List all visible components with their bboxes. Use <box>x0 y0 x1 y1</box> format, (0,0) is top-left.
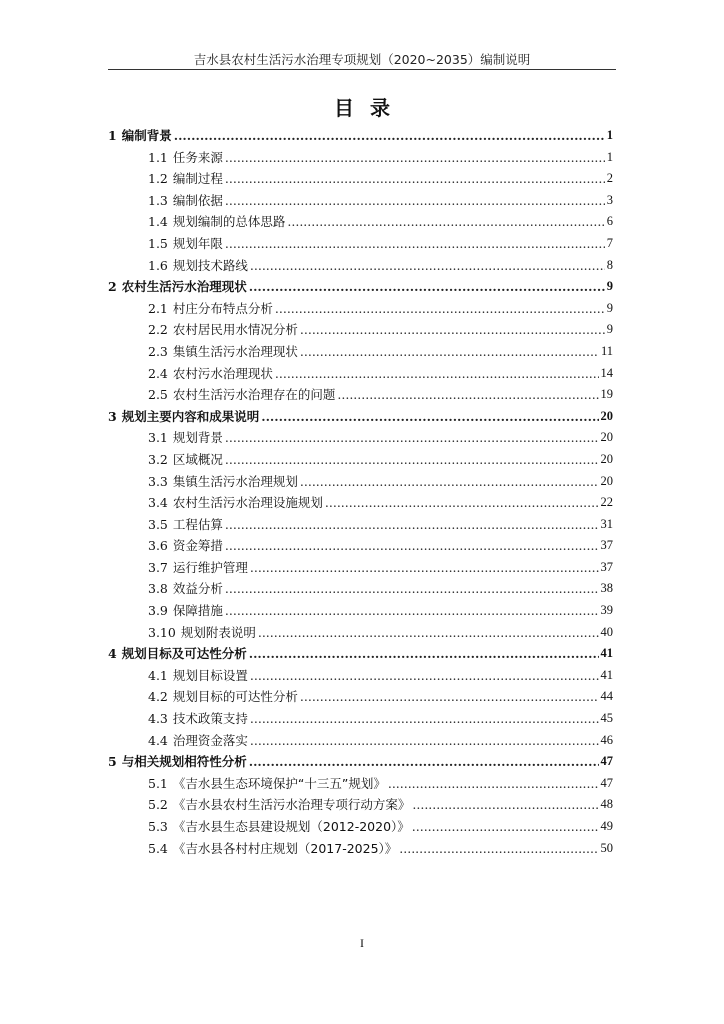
toc-entry-page: 41 <box>600 646 613 661</box>
toc-section-entry[interactable] <box>108 427 613 449</box>
toc-entry-page: 41 <box>600 667 613 682</box>
toc-dot-leader <box>249 643 599 665</box>
toc-entry-number: 5.2 <box>148 797 168 813</box>
toc-entry-number: 2.1 <box>148 300 168 316</box>
toc-entry-page: 1 <box>606 128 613 142</box>
toc-entry-label: 《吉水县各村村庄规划（2017-2025）》 <box>172 840 398 856</box>
toc-entry-page: 46 <box>600 732 613 747</box>
toc-entry-label: 运行维护管理 <box>172 559 248 575</box>
toc-entry-label: 编制背景 <box>121 128 172 143</box>
toc-entry-number: 5 <box>108 754 117 770</box>
toc-dot-leader <box>225 427 599 449</box>
toc-entry-label: 治理资金落实 <box>172 732 248 748</box>
toc-section-entry[interactable] <box>108 363 613 385</box>
toc-entry-label: 集镇生活污水治理规划 <box>172 473 298 489</box>
toc-section-entry[interactable] <box>108 708 613 730</box>
toc-dot-leader <box>412 816 599 838</box>
toc-section-entry[interactable] <box>108 773 613 795</box>
toc-section-entry[interactable] <box>108 514 613 536</box>
toc-dot-leader <box>300 341 599 363</box>
page-number: I <box>360 936 364 950</box>
toc-entry-number: 3.6 <box>148 538 168 554</box>
toc-entry-page: 50 <box>600 840 613 855</box>
table-of-contents <box>108 125 613 859</box>
toc-dot-leader <box>225 190 605 212</box>
toc-entry-page: 6 <box>606 214 613 229</box>
toc-dot-leader <box>250 730 599 752</box>
toc-entry-page: 37 <box>600 559 613 574</box>
toc-entry-number: 3.9 <box>148 603 168 619</box>
toc-entry-number: 4.4 <box>148 732 168 748</box>
toc-chapter-entry[interactable] <box>108 643 613 665</box>
toc-dot-leader <box>225 535 599 557</box>
toc-entry-page: 40 <box>600 624 613 639</box>
toc-entry-label: 规划编制的总体思路 <box>172 214 286 230</box>
toc-dot-leader <box>275 363 599 385</box>
toc-dot-leader <box>388 773 599 795</box>
toc-entry-number: 2.5 <box>148 387 168 403</box>
toc-section-entry[interactable] <box>108 449 613 471</box>
header-rule <box>108 69 616 70</box>
toc-entry-number: 3 <box>108 408 117 424</box>
toc-section-entry[interactable] <box>108 319 613 341</box>
toc-dot-leader <box>412 794 598 816</box>
toc-entry-number: 3.7 <box>148 559 168 575</box>
toc-entry-page: 19 <box>600 387 613 402</box>
toc-entry-page: 20 <box>600 430 613 445</box>
toc-dot-leader <box>225 449 599 471</box>
toc-entry-label: 与相关规划相符性分析 <box>121 754 247 770</box>
toc-entry-page: 22 <box>600 495 613 510</box>
toc-entry-page: 38 <box>600 581 613 596</box>
toc-dot-leader <box>249 276 605 298</box>
toc-section-entry[interactable] <box>108 233 613 255</box>
toc-entry-number: 2 <box>108 279 117 295</box>
toc-entry-number: 3.8 <box>148 581 168 597</box>
toc-dot-leader <box>261 406 598 428</box>
toc-entry-page: 2 <box>606 171 613 186</box>
toc-chapter-entry[interactable] <box>108 406 613 428</box>
toc-dot-leader <box>337 384 598 406</box>
toc-entry-number: 2.4 <box>148 365 168 381</box>
toc-entry-number: 2.2 <box>148 322 168 338</box>
toc-dot-leader <box>300 319 605 341</box>
toc-dot-leader <box>250 665 599 687</box>
toc-section-entry[interactable] <box>108 816 613 838</box>
toc-dot-leader <box>225 147 605 169</box>
toc-entry-page: 9 <box>606 279 613 294</box>
toc-entry-label: 农村居民用水情况分析 <box>172 322 298 338</box>
toc-entry-label: 集镇生活污水治理现状 <box>172 343 298 359</box>
toc-entry-number: 4.3 <box>148 711 168 727</box>
toc-dot-leader <box>174 125 605 147</box>
toc-entry-number: 1 <box>108 128 117 143</box>
page-title: 目录 <box>334 96 406 120</box>
toc-entry-number: 4.1 <box>148 667 168 683</box>
toc-entry-label: 村庄分布特点分析 <box>172 300 273 316</box>
toc-entry-label: 规划背景 <box>172 430 223 446</box>
toc-entry-page: 1 <box>606 149 613 164</box>
toc-dot-leader <box>250 255 605 277</box>
toc-dot-leader <box>300 471 599 493</box>
toc-entry-number: 5.1 <box>148 775 168 791</box>
toc-entry-page: 20 <box>600 451 613 466</box>
toc-entry-number: 3.5 <box>148 516 168 532</box>
toc-section-entry[interactable] <box>108 168 613 190</box>
toc-dot-leader <box>300 686 599 708</box>
toc-chapter-entry[interactable] <box>108 276 613 298</box>
toc-dot-leader <box>250 708 599 730</box>
toc-entry-number: 1.5 <box>148 235 168 251</box>
toc-entry-label: 任务来源 <box>172 149 223 165</box>
toc-entry-label: 《吉水县生态县建设规划（2012-2020）》 <box>172 819 410 834</box>
toc-entry-page: 8 <box>606 257 613 272</box>
toc-section-entry[interactable] <box>108 492 613 514</box>
toc-dot-leader <box>258 622 599 644</box>
toc-entry-page: 20 <box>600 473 613 488</box>
toc-entry-page: 3 <box>606 192 613 207</box>
toc-entry-page: 45 <box>600 711 613 726</box>
toc-entry-label: 农村污水治理现状 <box>172 365 273 381</box>
toc-entry-number: 3.2 <box>148 451 168 467</box>
toc-entry-label: 规划目标的可达性分析 <box>172 689 298 705</box>
toc-section-entry[interactable] <box>108 686 613 708</box>
toc-section-entry[interactable] <box>108 255 613 277</box>
toc-dot-leader <box>225 168 605 190</box>
toc-entry-number: 5.3 <box>148 819 168 834</box>
toc-section-entry[interactable] <box>108 147 613 169</box>
toc-entry-page: 9 <box>606 300 613 315</box>
toc-dot-leader <box>399 838 598 860</box>
toc-entry-page: 49 <box>600 819 613 833</box>
toc-dot-leader <box>287 211 604 233</box>
toc-entry-label: 农村生活污水治理存在的问题 <box>172 387 336 403</box>
toc-entry-label: 保障措施 <box>172 603 223 619</box>
toc-section-entry[interactable] <box>108 838 613 860</box>
toc-entry-number: 3.10 <box>148 624 176 640</box>
toc-section-entry[interactable] <box>108 190 613 212</box>
toc-dot-leader <box>325 492 599 514</box>
toc-entry-label: 《吉水县农村生活污水治理专项行动方案》 <box>172 797 411 813</box>
toc-entry-number: 3.4 <box>148 495 168 511</box>
toc-dot-leader <box>225 578 599 600</box>
toc-section-entry[interactable] <box>108 600 613 622</box>
toc-entry-number: 3.3 <box>148 473 168 489</box>
toc-entry-page: 47 <box>600 754 613 769</box>
running-header: 吉水县农村生活污水治理专项规划（2020~2035）编制说明 <box>193 52 531 67</box>
toc-entry-page: 44 <box>600 689 613 704</box>
toc-entry-page: 14 <box>600 365 613 380</box>
toc-dot-leader <box>249 751 599 773</box>
toc-entry-number: 1.2 <box>148 171 168 187</box>
toc-dot-leader <box>250 557 599 579</box>
toc-entry-page: 7 <box>606 235 613 250</box>
toc-entry-page: 47 <box>600 775 613 790</box>
toc-section-entry[interactable] <box>108 578 613 600</box>
toc-section-entry[interactable] <box>108 557 613 579</box>
toc-entry-page: 9 <box>606 322 613 337</box>
toc-entry-label: 效益分析 <box>172 581 223 597</box>
toc-entry-label: 农村生活污水治理现状 <box>121 279 247 295</box>
toc-entry-number: 5.4 <box>148 840 168 856</box>
toc-entry-label: 编制过程 <box>172 171 223 187</box>
toc-entry-page: 48 <box>600 797 613 812</box>
toc-entry-number: 2.3 <box>148 343 168 359</box>
toc-entry-label: 规划目标设置 <box>172 667 248 683</box>
toc-entry-label: 编制依据 <box>172 192 223 208</box>
toc-section-entry[interactable] <box>108 471 613 493</box>
toc-section-entry[interactable] <box>108 622 613 644</box>
toc-dot-leader <box>225 514 599 536</box>
toc-entry-number: 1.6 <box>148 257 168 273</box>
toc-entry-label: 规划目标及可达性分析 <box>121 646 247 662</box>
toc-entry-label: 《吉水县生态环境保护“十三五”规划》 <box>172 775 386 791</box>
toc-entry-number: 4 <box>108 646 117 662</box>
toc-dot-leader <box>225 600 599 622</box>
toc-entry-page: 39 <box>600 603 613 618</box>
toc-entry-page: 11 <box>600 343 613 358</box>
toc-entry-label: 农村生活污水治理设施规划 <box>172 495 323 511</box>
toc-section-entry[interactable] <box>108 384 613 406</box>
toc-entry-label: 区域概况 <box>172 451 223 467</box>
toc-entry-number: 1.1 <box>148 149 168 165</box>
toc-section-entry[interactable] <box>108 794 613 816</box>
toc-entry-label: 规划主要内容和成果说明 <box>121 408 260 424</box>
toc-dot-leader <box>275 298 605 320</box>
toc-dot-leader <box>225 233 605 255</box>
toc-chapter-entry[interactable] <box>108 125 613 147</box>
toc-entry-label: 技术政策支持 <box>172 711 248 727</box>
toc-entry-label: 规划年限 <box>172 235 223 251</box>
toc-entry-page: 31 <box>600 516 613 531</box>
toc-entry-number: 1.4 <box>148 214 168 230</box>
toc-section-entry[interactable] <box>108 730 613 752</box>
toc-section-entry[interactable] <box>108 341 613 363</box>
toc-section-entry[interactable] <box>108 665 613 687</box>
toc-section-entry[interactable] <box>108 211 613 233</box>
toc-entry-number: 1.3 <box>148 192 168 208</box>
toc-chapter-entry[interactable] <box>108 751 613 773</box>
toc-entry-label: 资金筹措 <box>172 538 223 554</box>
toc-entry-page: 20 <box>600 408 613 423</box>
toc-entry-number: 3.1 <box>148 430 168 446</box>
toc-entry-label: 规划技术路线 <box>172 257 248 273</box>
toc-entry-number: 4.2 <box>148 689 168 705</box>
toc-entry-label: 规划附表说明 <box>180 624 256 640</box>
toc-section-entry[interactable] <box>108 298 613 320</box>
toc-entry-page: 37 <box>600 538 613 553</box>
toc-entry-label: 工程估算 <box>172 516 223 532</box>
toc-section-entry[interactable] <box>108 535 613 557</box>
